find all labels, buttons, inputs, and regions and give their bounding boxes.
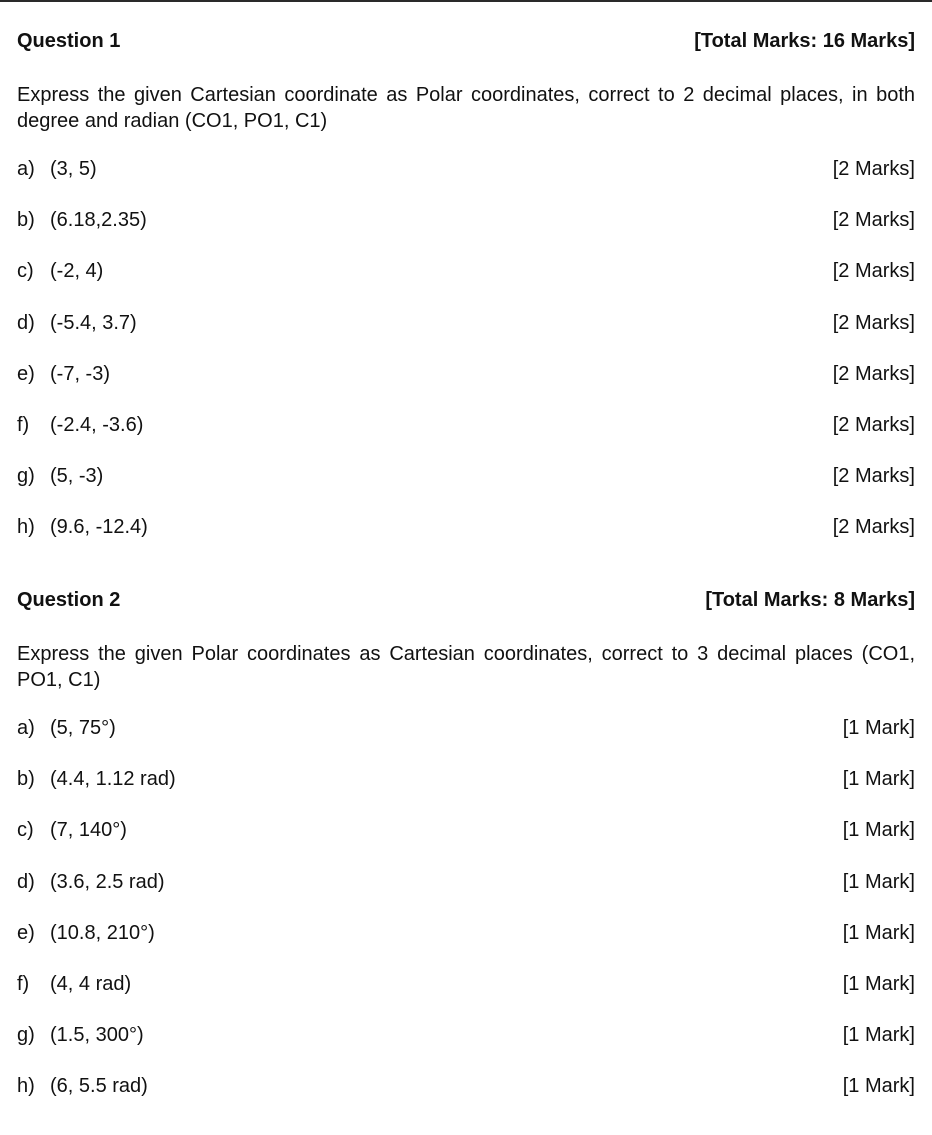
item-label: h) bbox=[17, 1075, 35, 1098]
item-label: c) bbox=[17, 819, 34, 842]
item-coordinate: (3.6, 2.5 rad) bbox=[50, 870, 165, 893]
item-marks: [2 Marks] bbox=[832, 209, 915, 232]
item-label: d) bbox=[17, 870, 35, 893]
q2-item-a bbox=[17, 715, 915, 766]
item-label: e) bbox=[17, 362, 35, 385]
item-coordinate: (4.4, 1.12 rad) bbox=[50, 768, 176, 791]
item-coordinate: (6.18,2.35) bbox=[50, 209, 147, 232]
item-marks: [2 Marks] bbox=[832, 158, 915, 180]
item-coordinate: (-2.4, -3.6) bbox=[50, 413, 144, 436]
question-2-title: Question 2 bbox=[17, 589, 121, 611]
q2-item-h bbox=[17, 1073, 915, 1124]
item-label: h) bbox=[17, 516, 35, 539]
item-marks: [2 Marks] bbox=[832, 311, 915, 334]
item-coordinate: (5, -3) bbox=[50, 465, 104, 488]
q1-item-a bbox=[17, 156, 915, 207]
question-1-header bbox=[17, 28, 915, 54]
q1-item-e bbox=[17, 361, 915, 412]
question-1-title: Question 1 bbox=[17, 30, 121, 52]
item-coordinate: (5, 75°) bbox=[50, 717, 116, 739]
item-label: a) bbox=[17, 717, 35, 739]
item-marks: [1 Mark] bbox=[842, 972, 915, 995]
question-2-header bbox=[17, 587, 915, 613]
item-coordinate: (3, 5) bbox=[50, 158, 97, 180]
question-2-items bbox=[17, 715, 915, 1125]
item-marks: [1 Mark] bbox=[842, 870, 915, 893]
item-coordinate: (7, 140°) bbox=[50, 819, 127, 842]
question-2-total-marks: [Total Marks: 8 Marks] bbox=[705, 589, 915, 611]
item-coordinate: (-2, 4) bbox=[50, 260, 104, 283]
item-coordinate: (-5.4, 3.7) bbox=[50, 311, 137, 334]
q2-item-b bbox=[17, 766, 915, 817]
item-marks: [2 Marks] bbox=[832, 465, 915, 488]
item-label: g) bbox=[17, 1024, 35, 1047]
q2-item-f bbox=[17, 971, 915, 1022]
item-coordinate: (-7, -3) bbox=[50, 362, 110, 385]
question-1-items bbox=[17, 156, 915, 566]
question-2-section bbox=[17, 587, 915, 1125]
item-marks: [2 Marks] bbox=[832, 362, 915, 385]
question-1-total-marks: [Total Marks: 16 Marks] bbox=[694, 30, 915, 52]
item-label: d) bbox=[17, 311, 35, 334]
q1-item-c bbox=[17, 258, 915, 309]
item-coordinate: (9.6, -12.4) bbox=[50, 516, 148, 539]
q1-item-g bbox=[17, 463, 915, 514]
item-marks: [1 Mark] bbox=[842, 768, 915, 791]
q1-item-d bbox=[17, 310, 915, 361]
item-marks: [2 Marks] bbox=[832, 516, 915, 539]
item-label: f) bbox=[17, 413, 30, 436]
item-marks: [1 Mark] bbox=[842, 717, 915, 739]
item-label: c) bbox=[17, 260, 34, 283]
item-coordinate: (10.8, 210°) bbox=[50, 921, 155, 944]
item-label: a) bbox=[17, 158, 35, 180]
item-label: g) bbox=[17, 465, 35, 488]
item-label: f) bbox=[17, 972, 30, 995]
q1-item-h bbox=[17, 514, 915, 565]
item-label: b) bbox=[17, 209, 35, 232]
item-label: b) bbox=[17, 768, 35, 791]
question-1-section bbox=[17, 28, 915, 566]
item-coordinate: (6, 5.5 rad) bbox=[50, 1075, 148, 1098]
item-label: e) bbox=[17, 921, 35, 944]
q2-item-c bbox=[17, 817, 915, 868]
item-marks: [2 Marks] bbox=[832, 413, 915, 436]
q1-item-f bbox=[17, 412, 915, 463]
item-marks: [2 Marks] bbox=[832, 260, 915, 283]
item-coordinate: (1.5, 300°) bbox=[50, 1024, 144, 1047]
q1-item-b bbox=[17, 207, 915, 258]
top-rule bbox=[0, 0, 932, 2]
item-marks: [1 Mark] bbox=[842, 921, 915, 944]
item-coordinate: (4, 4 rad) bbox=[50, 972, 132, 995]
q2-item-e bbox=[17, 920, 915, 971]
item-marks: [1 Mark] bbox=[842, 819, 915, 842]
item-marks: [1 Mark] bbox=[842, 1024, 915, 1047]
item-marks: [1 Mark] bbox=[842, 1075, 915, 1098]
question-2-instruction: Express the given Polar coordinates as Cartesian coordinates, correct to 3 decimal places (CO1, PO1, C1) bbox=[17, 643, 915, 691]
q2-item-d bbox=[17, 869, 915, 920]
question-1-instruction: Express the given Cartesian coordinate as Polar coordinates, correct to 2 decimal places, in both degree and radian (CO1, PO1, C1) bbox=[17, 84, 915, 132]
q2-item-g bbox=[17, 1022, 915, 1073]
